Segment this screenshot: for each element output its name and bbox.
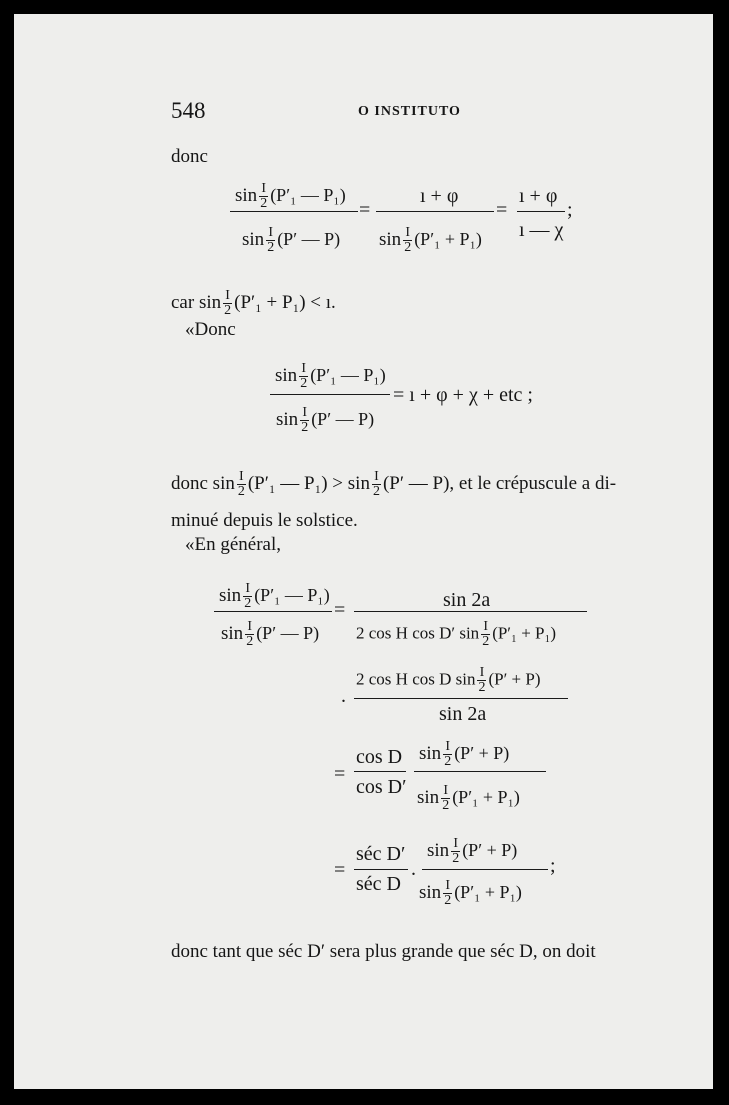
gen-r1-denominator: 2 cos H cos D′ sin $\frac{I}{2}$ (P′₁ + P₁): [356, 619, 557, 649]
intro-word: donc: [171, 146, 208, 167]
eq2-numerator: sin $\frac{I}{2}$ (P′₁ — P₁): [275, 361, 386, 391]
text-line: donc sin $\frac{I}{2}$ (P′₁ — P₁) > sin $\frac{I}{2}$ (P′ — P), et le crépuscule a di-: [171, 469, 617, 499]
gen-r1-fraction-bar: [354, 611, 587, 612]
text-line: «En général,: [185, 534, 282, 555]
eq1-right-denominator: ı — χ: [519, 219, 564, 241]
page-number: 548: [171, 98, 206, 123]
eq1-fraction-bar: [230, 211, 358, 212]
eq2-series: = ı + φ + χ + etc ;: [393, 384, 533, 406]
eq2-fraction-bar: [270, 394, 390, 395]
half-fraction: $\frac{I}{2}$: [444, 739, 452, 769]
equals-sign: =: [359, 199, 371, 221]
equals-sign: =: [496, 199, 508, 221]
semicolon: ;: [567, 199, 573, 221]
half-fraction: $\frac{I}{2}$: [300, 361, 308, 391]
gen-r3-sin-fraction-bar: [414, 771, 546, 772]
gen-r3-sin-denominator: sin $\frac{I}{2}$ (P′₁ + P₁): [417, 783, 520, 813]
equals-sign: =: [334, 763, 346, 785]
multiply-dot: .: [341, 685, 346, 707]
gen-r2-numerator: 2 cos H cos D sin $\frac{I}{2}$ (P′ + P): [356, 665, 541, 695]
half-fraction: $\frac{I}{2}$: [244, 581, 252, 611]
eq1-left-numerator: sin $\frac{I}{2}$ (P′₁ — P₁): [235, 181, 346, 211]
gen-r2-fraction-bar: [354, 698, 568, 699]
text-line: minué depuis le solstice.: [171, 510, 358, 531]
gen-r4-sin-denominator: sin $\frac{I}{2}$ (P′₁ + P₁): [419, 878, 522, 908]
eq1-mid-fraction-bar: [376, 211, 494, 212]
gen-r3-cos-numerator: cos D: [356, 746, 403, 768]
half-fraction: $\frac{I}{2}$: [224, 288, 232, 318]
half-fraction: $\frac{I}{2}$: [444, 878, 452, 908]
gen-lhs-numerator: sin $\frac{I}{2}$ (P′₁ — P₁): [219, 581, 330, 611]
gen-r2-denominator: sin 2a: [439, 703, 487, 725]
half-fraction: $\frac{I}{2}$: [237, 469, 245, 499]
gen-r4-sin-numerator: sin $\frac{I}{2}$ (P′ + P): [427, 836, 518, 866]
equals-sign: =: [334, 599, 346, 621]
document-page: [14, 14, 713, 1089]
equals-sign: =: [334, 859, 346, 881]
half-fraction: $\frac{I}{2}$: [372, 469, 380, 499]
donc-heading: «Donc: [185, 319, 236, 340]
half-fraction: $\frac{I}{2}$: [260, 181, 268, 211]
gen-r3-cos-denominator: cos D′: [356, 776, 407, 798]
half-fraction: $\frac{I}{2}$: [442, 783, 450, 813]
half-fraction: $\frac{I}{2}$: [452, 836, 460, 866]
text-line: donc tant que séc D′ sera plus grande que séc D, on doit: [171, 941, 596, 962]
eq1-mid-numerator: ı + φ: [420, 185, 459, 207]
semicolon: ;: [550, 855, 556, 877]
car-line: car sin $\frac{I}{2}$ (P′₁ + P₁) < ı.: [171, 288, 336, 318]
gen-lhs-denominator: sin $\frac{I}{2}$ (P′ — P): [221, 619, 320, 649]
gen-r3-cos-fraction-bar: [354, 771, 406, 772]
gen-r4-sec-numerator: séc D′: [356, 843, 406, 865]
half-fraction: $\frac{I}{2}$: [267, 225, 275, 255]
gen-lhs-fraction-bar: [214, 611, 332, 612]
running-title: O INSTITUTO: [358, 104, 461, 119]
gen-r4-sin-fraction-bar: [422, 869, 548, 870]
eq2-denominator: sin $\frac{I}{2}$ (P′ — P): [276, 405, 375, 435]
multiply-dot: .: [411, 858, 416, 880]
eq1-right-fraction-bar: [517, 211, 565, 212]
half-fraction: $\frac{I}{2}$: [301, 405, 309, 435]
half-fraction: $\frac{I}{2}$: [246, 619, 254, 649]
gen-r4-sec-fraction-bar: [354, 869, 408, 870]
half-fraction: $\frac{I}{2}$: [404, 225, 412, 255]
half-fraction: $\frac{I}{2}$: [482, 619, 490, 649]
gen-r3-sin-numerator: sin $\frac{I}{2}$ (P′ + P): [419, 739, 510, 769]
gen-r1-numerator: sin 2a: [443, 589, 491, 611]
eq1-right-numerator: ı + φ: [519, 185, 558, 207]
eq1-mid-denominator: sin $\frac{I}{2}$ (P′₁ + P₁): [379, 225, 482, 255]
half-fraction: $\frac{I}{2}$: [478, 665, 486, 695]
gen-r4-sec-denominator: séc D: [356, 873, 401, 895]
eq1-left-denominator: sin $\frac{I}{2}$ (P′ — P): [242, 225, 341, 255]
